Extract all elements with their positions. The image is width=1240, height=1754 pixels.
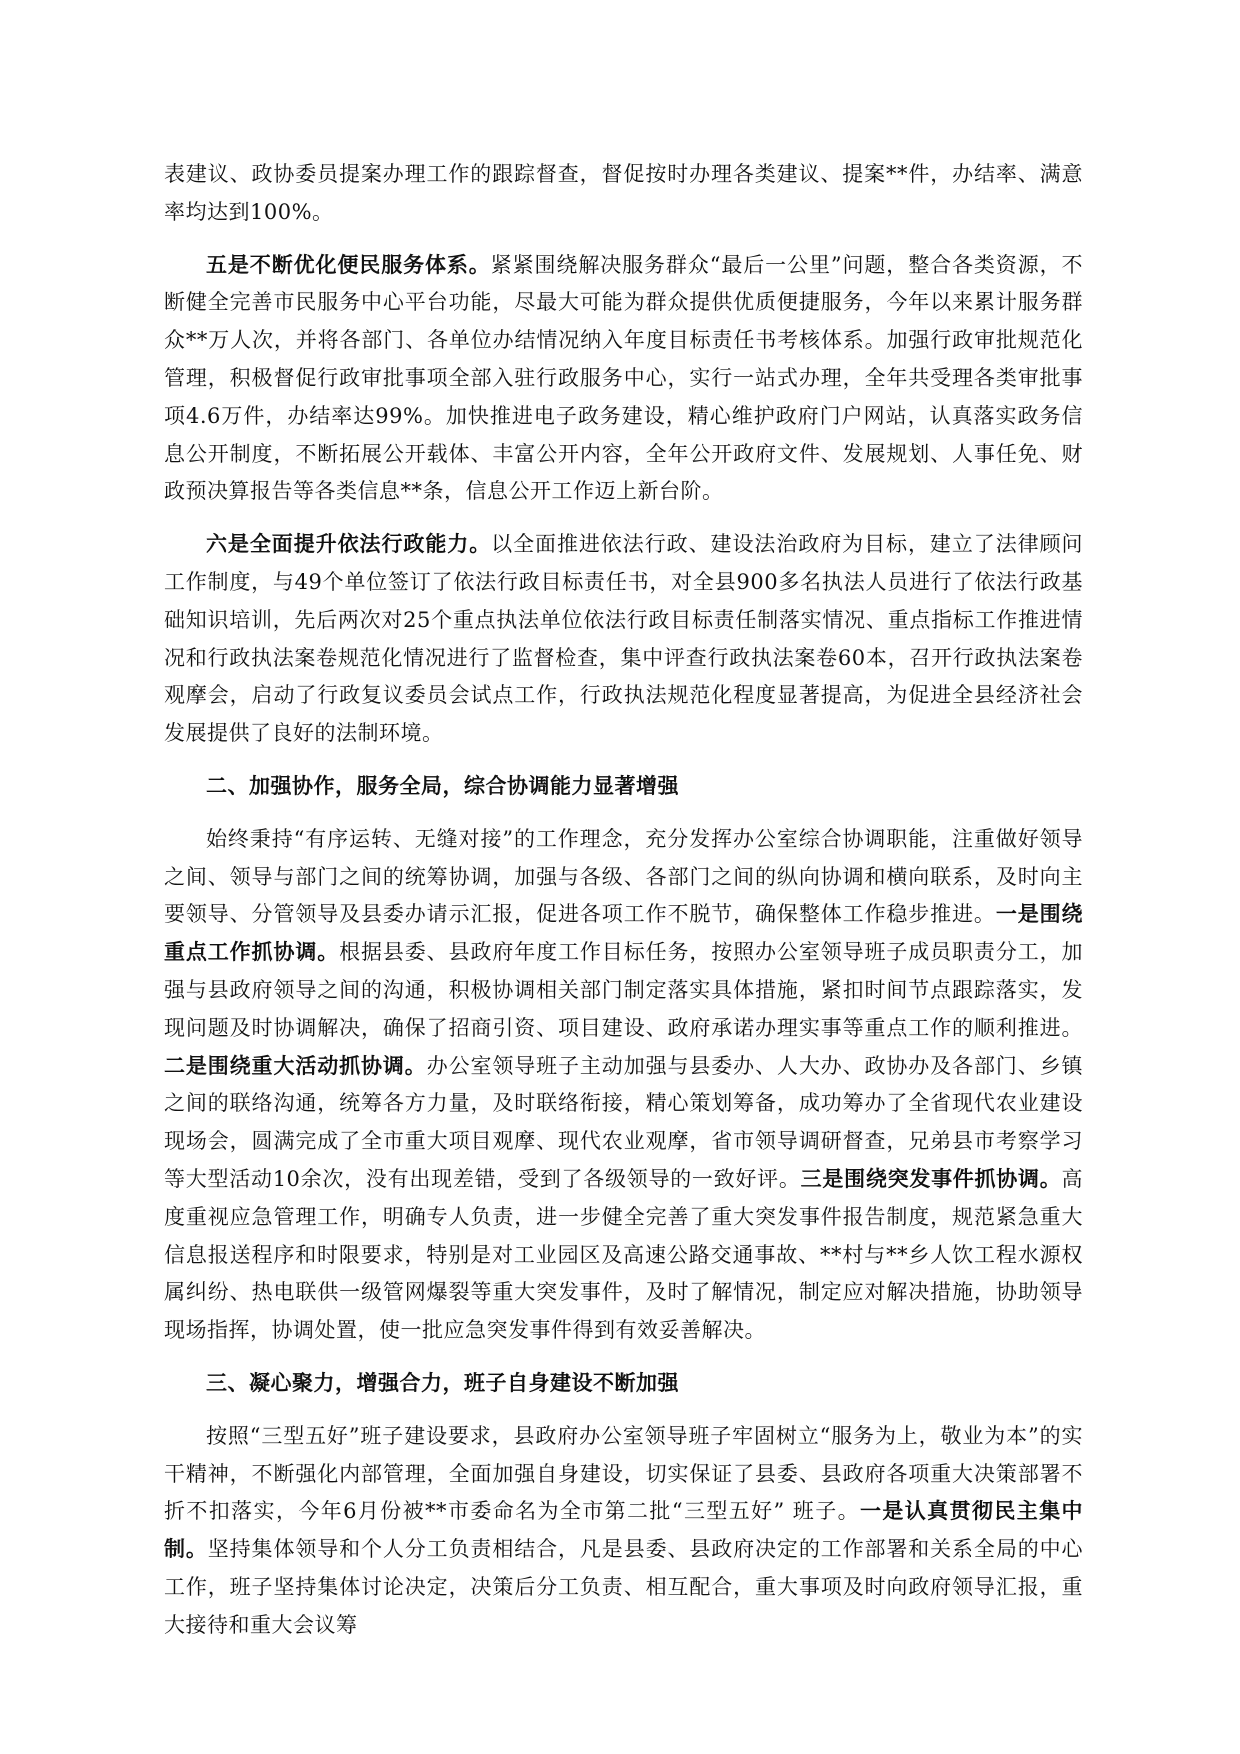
section-heading-3: 三、凝心聚力，增强合力，班子自身建设不断加强 (206, 1370, 679, 1395)
bold-lead-phrase: 二是围绕重大活动抓协调。 (164, 1053, 427, 1078)
paragraph-text: 表建议、政协委员提案办理工作的跟踪督查，督促按时办理各类建议、提案**件，办结率、满意率均达到100%。 (164, 162, 1083, 224)
bold-lead-phrase: 一是认真贯彻民主集中制。 (164, 1499, 1083, 1562)
bold-lead-phrase: 五是不断优化便民服务体系。 (206, 252, 491, 277)
paragraph-text: 办公室领导班子主动加强与县委办、人大办、政协办及各部门、乡镇之间的联络沟通，统筹各方力量，及时联络衔接，精心策划筹备，成功筹办了全省现代农业建设现场会，圆满完成了全市重大项目观摩、现代农业观摩，省市领导调研督查，兄弟县市考察学习等大型活动10余次，没有出现差错，受到了各级领导的一致好评。 (164, 1053, 1084, 1191)
paragraph-text: 紧紧围绕解决服务群众“最后一公里”问题，整合各类资源，不断健全完善市民服务中心平台功能，尽最大可能为群众提供优质便捷服务，今年以来累计服务群众**万人次，并将各部门、各单位办结情况纳入年度目标责任书考核体系。加强行政审批规范化管理，积极督促行政审批事项全部入驻行政服务中心，实行一站式办理，全年共受理各类审批事项4.6万件，办结率达99%。加快推进电子政务建设，精心维护政府门户网站，认真落实政务信息公开制度，不断拓展公开载体、丰富公开内容，全年公开政府文件、发展规划、人事任免、财政预决算报告等各类信息**条，信息公开工作迈上新台阶。 (164, 252, 1083, 504)
paragraph-coordination (164, 821, 1083, 1350)
bold-lead-phrase: 六是全面提升依法行政能力。 (206, 532, 492, 557)
paragraph-text: 以全面推进依法行政、建设法治政府为目标，建立了法律顾问工作制度，与49个单位签订了依法行政目标责任书，对全县900多名执法人员进行了依法行政基础知识培训，先后两次对25个重点执法单位依法行政目标责任制落实情况、重点指标工作推进情况和行政执法案卷规范化情况进行了监督检查，集中评查行政执法案卷60本，召开行政执法案卷观摩会，启动了行政复议委员会试点工作，行政执法规范化程度显著提高，为促进全县经济社会发展提供了良好的法制环境。 (164, 532, 1084, 746)
paragraph-rule-of-law (164, 526, 1083, 753)
paragraph-text: 坚持集体领导和个人分工负责相结合，凡是县委、县政府决定的工作部署和关系全局的中心工作，班子坚持集体讨论决定，决策后分工负责、相互配合，重大事项及时向政府领导汇报，重大接待和重大会议筹 (164, 1537, 1083, 1637)
section-heading-2: 二、加强协作，服务全局，综合协调能力显著增强 (206, 773, 679, 798)
paragraph-text: 按照“三型五好”班子建设要求，县政府办公室领导班子牢固树立“服务为上，敬业为本”的实干精神，不断强化内部管理，全面加强自身建设，切实保证了县委、县政府各项重大决策部署不折不扣落实，今年6月份被**市委命名为全市第二批“三型五好” 班子。 (164, 1423, 1083, 1524)
document-body (164, 156, 1083, 1644)
paragraph-continuation (164, 156, 1083, 232)
bold-lead-phrase: 三是围绕突发事件抓协调。 (800, 1166, 1062, 1191)
paragraph-text: 根据县委、县政府年度工作目标任务，按照办公室领导班子成员职责分工，加强与县政府领导之间的沟通，积极协调相关部门制定落实具体措施，紧扣时间节点跟踪落实，发现问题及时协调解决，确保了招商引资、项目建设、政府承诺办理实事等重点工作的顺利推进。 (164, 940, 1083, 1040)
bold-lead-phrase: 一是围绕重点工作抓协调。 (164, 902, 1083, 965)
paragraph-team-building (164, 1418, 1083, 1645)
paragraph-text: 高度重视应急管理工作，明确专人负责，进一步健全完善了重大突发事件报告制度，规范紧急重大信息报送程序和时限要求，特别是对工业园区及高速公路交通事故、**村与**乡人饮工程水源权属纠纷、热电联供一级管网爆裂等重大突发事件，及时了解情况，制定应对解决措施，协助领导现场指挥，协调处置，使一批应急突发事件得到有效妥善解决。 (164, 1166, 1083, 1343)
paragraph-convenience-services (164, 247, 1083, 512)
paragraph-text: 始终秉持“有序运转、无缝对接”的工作理念，充分发挥办公室综合协调职能，注重做好领导之间、领导与部门之间的统筹协调，加强与各级、各部门之间的纵向协调和横向联系，及时向主要领导、分管领导及县委办请示汇报，促进各项工作不脱节，确保整体工作稳步推进。 (164, 826, 1083, 927)
